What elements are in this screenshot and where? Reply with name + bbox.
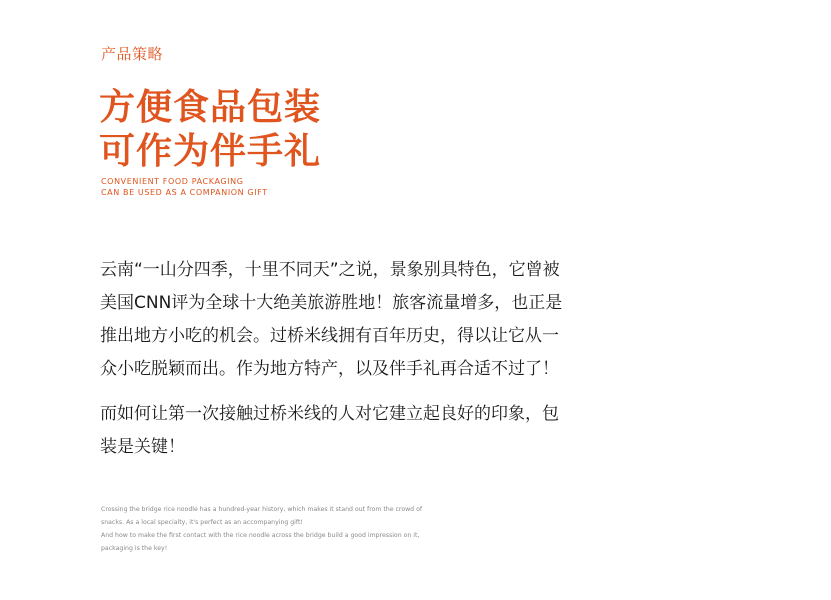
footnote-line-1: Crossing the bridge rice noodle has a hundred-year history, which makes it stand out from the crowd of [101,506,423,513]
english-footnote [101,503,422,555]
english-subtitle [101,176,268,198]
paragraph-2-line-1: 而如何让第一次接触过桥米线的人对它建立起良好的印象，包 [100,404,559,424]
title-line-2: 可作为伴手礼 [99,131,322,172]
paragraph-1-line-3: 推出地方小吃的机会。过桥米线拥有百年历史，得以让它从一 [100,326,559,346]
title-line-1: 方便食品包装 [99,87,322,128]
paragraph-1-line-2: 美国CNN评为全球十大绝美旅游胜地！旅客流量增多，也正是 [100,293,563,313]
english-subtitle-line-2: CAN BE USED AS A COMPANION GIFT [101,188,268,197]
footnote-line-4: packaging is the key! [101,545,168,552]
footnote-line-3: And how to make the first contact with the rice noodle across the bridge build a good impression on it, [101,532,420,539]
footnote-line-2: snacks. As a local specialty, it's perfect as an accompanying gift! [101,519,303,526]
paragraph-2-line-2: 装是关键！ [100,437,185,457]
paragraph-1-line-4: 众小吃脱颖而出。作为地方特产，以及伴手礼再合适不过了！ [100,359,559,379]
page-title [99,86,321,174]
section-label: 产品策略 [101,45,164,63]
paragraph-1-line-1: 云南“一山分四季，十里不同天”之说，景象别具特色，它曾被 [100,260,560,280]
english-subtitle-line-1: CONVENIENT FOOD PACKAGING [101,177,244,186]
body-paragraph-1 [100,254,620,386]
body-paragraph-2 [100,398,620,464]
